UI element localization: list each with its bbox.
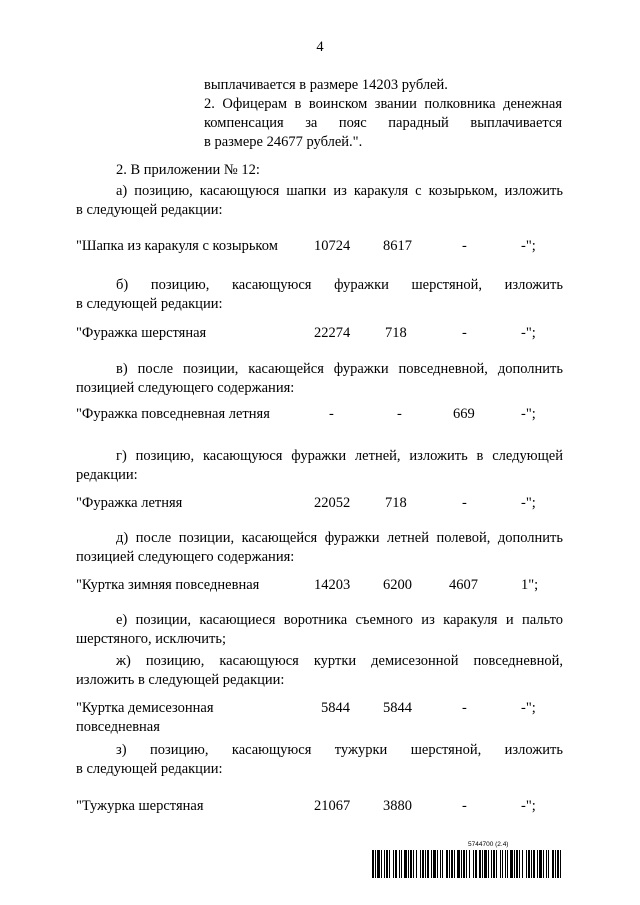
item-name: "Куртка зимняя повседневная bbox=[76, 577, 260, 593]
item-value: -"; bbox=[521, 495, 536, 511]
item-value: 3880 bbox=[383, 798, 412, 814]
paragraph-b bbox=[76, 276, 563, 314]
paragraph-first-line: е) позиции, касающиеся воротника съемного из каракуля и пальто bbox=[116, 612, 563, 628]
item-value: 718 bbox=[385, 495, 407, 511]
paragraph-e bbox=[76, 611, 563, 649]
paragraph-a bbox=[76, 182, 563, 220]
quote-line: 2. Офицерам в воинском звании полковника денежная bbox=[204, 96, 562, 112]
item-name: "Куртка демисезонная bbox=[76, 700, 214, 716]
quote-line: выплачивается в размере 14203 рублей. bbox=[204, 77, 448, 93]
paragraph-rest: в следующей редакции: bbox=[76, 296, 223, 312]
item-name-continued: повседневная bbox=[76, 719, 160, 735]
paragraph-first-line: з) позицию, касающуюся тужурки шерстяной, изложить bbox=[116, 742, 563, 758]
table-row bbox=[76, 576, 563, 595]
item-value: 21067 bbox=[314, 798, 351, 814]
item-value: - bbox=[462, 798, 467, 814]
paragraph-rest: шерстяного, исключить; bbox=[76, 631, 226, 647]
table-row bbox=[76, 405, 563, 424]
section-heading: 2. В приложении № 12: bbox=[116, 162, 260, 178]
item-value: 22274 bbox=[314, 325, 351, 341]
item-value: 669 bbox=[453, 406, 475, 422]
paragraph-rest: в следующей редакции: bbox=[76, 202, 223, 218]
table-row bbox=[76, 699, 563, 737]
paragraph-rest: позицией следующего содержания: bbox=[76, 380, 295, 396]
paragraph-first-line: г) позицию, касающуюся фуражки летней, изложить в следующей bbox=[116, 448, 563, 464]
item-value: 8617 bbox=[383, 238, 412, 254]
item-name: "Фуражка повседневная летняя bbox=[76, 406, 270, 422]
item-value: 5844 bbox=[383, 700, 412, 716]
table-row bbox=[76, 237, 563, 256]
item-value: 14203 bbox=[314, 577, 351, 593]
paragraph-first-line: д) после позиции, касающейся фуражки летней полевой, дополнить bbox=[116, 530, 563, 546]
item-value: -"; bbox=[521, 700, 536, 716]
barcode-id: 5744700 (2.4) bbox=[468, 841, 509, 848]
item-value: -"; bbox=[521, 798, 536, 814]
table-row bbox=[76, 324, 563, 343]
paragraph-first-line: в) после позиции, касающейся фуражки повседневной, дополнить bbox=[116, 361, 563, 377]
item-name: "Фуражка шерстяная bbox=[76, 325, 207, 341]
quote-line: компенсация за пояс парадный выплачивается bbox=[204, 115, 562, 131]
item-value: 10724 bbox=[314, 238, 351, 254]
item-value: 5844 bbox=[321, 700, 350, 716]
paragraph-g bbox=[76, 447, 563, 485]
item-name: "Фуражка летняя bbox=[76, 495, 183, 511]
paragraph-rest: позицией следующего содержания: bbox=[76, 549, 295, 565]
item-value: - bbox=[462, 325, 467, 341]
paragraph-zh bbox=[76, 652, 563, 690]
item-value: 22052 bbox=[314, 495, 351, 511]
item-value: - bbox=[462, 238, 467, 254]
paragraph-rest: редакции: bbox=[76, 467, 138, 483]
paragraph-rest: в следующей редакции: bbox=[76, 761, 223, 777]
barcode-icon bbox=[372, 850, 563, 878]
item-value: 718 bbox=[385, 325, 407, 341]
page-number: 4 bbox=[316, 39, 324, 55]
item-value: 4607 bbox=[449, 577, 478, 593]
item-name: "Шапка из каракуля с козырьком bbox=[76, 238, 278, 254]
barcode-bar bbox=[561, 850, 563, 878]
item-value: 6200 bbox=[383, 577, 412, 593]
paragraph-first-line: ж) позицию, касающуюся куртки демисезонной повседневной, bbox=[116, 653, 563, 669]
item-name: "Тужурка шерстяная bbox=[76, 798, 204, 814]
item-value: -"; bbox=[521, 238, 536, 254]
quoted-text-block bbox=[204, 76, 562, 152]
table-row bbox=[76, 494, 563, 513]
paragraph-first-line: б) позицию, касающуюся фуражки шерстяной, изложить bbox=[116, 277, 563, 293]
paragraph-d bbox=[76, 529, 563, 567]
table-row bbox=[76, 797, 563, 816]
item-value: -"; bbox=[521, 406, 536, 422]
item-value: - bbox=[329, 406, 334, 422]
paragraph-first-line: а) позицию, касающуюся шапки из каракуля с козырьком, изложить bbox=[116, 183, 563, 199]
item-value: - bbox=[397, 406, 402, 422]
quote-line: в размере 24677 рублей.". bbox=[204, 134, 363, 150]
paragraph-z bbox=[76, 741, 563, 779]
item-value: - bbox=[462, 700, 467, 716]
item-value: -"; bbox=[521, 325, 536, 341]
item-value: - bbox=[462, 495, 467, 511]
item-value: 1"; bbox=[521, 577, 539, 593]
paragraph-rest: изложить в следующей редакции: bbox=[76, 672, 285, 688]
paragraph-v bbox=[76, 360, 563, 398]
